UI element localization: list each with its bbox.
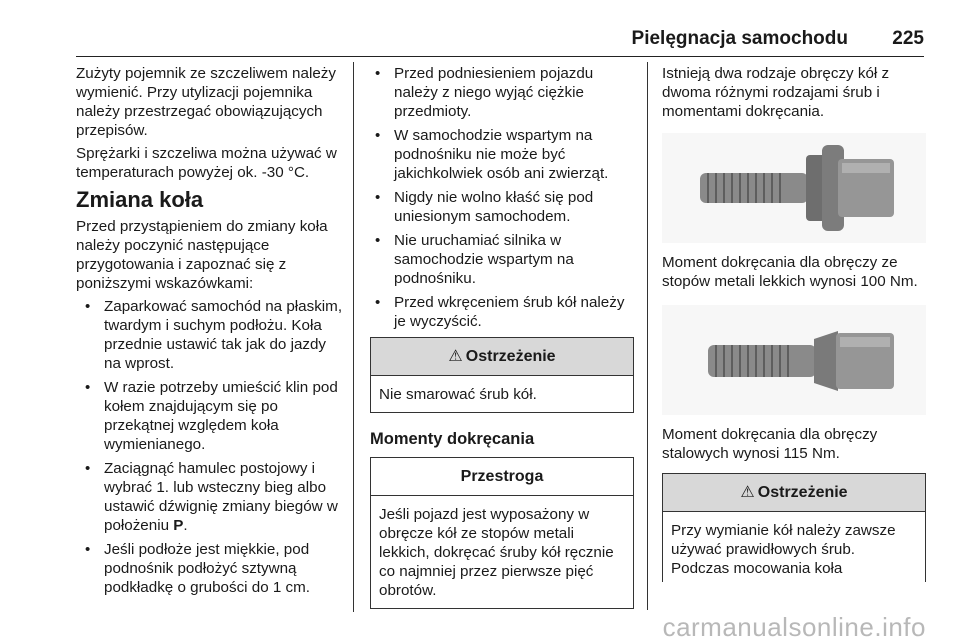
paragraph: Istnieją dwa rodzaje obręczy kół z dwoma różnymi rodzajami śrub i momentami dokręcania.: [662, 65, 890, 120]
image-caption: Moment dokręcania dla obręczy ze stopów metali lekkich wynosi 100 Nm.: [662, 254, 918, 290]
steel-wheel-bolt-image: [662, 305, 926, 415]
bullet-icon: •: [375, 232, 381, 249]
list-item: • Zaciągnąć hamulec postojowy i wybrać 1. lub wsteczny bieg albo ustawić dźwignię zmiany biegów w położeniu P.: [85, 460, 338, 534]
list-item: • W razie potrzeby umieścić klin pod kołem znajdującym się po przekątnej względem koła wymienianego.: [85, 379, 338, 453]
warning-header: ⚠ Ostrzeżenie: [663, 474, 925, 512]
list-item: • W samochodzie wspartym na podnośniku nie może być jakichkolwiek osób ani zwierząt.: [375, 127, 609, 182]
warning-text: Przy wymianie kół należy zawsze używać prawidłowych śrub. Podczas mocowania koła: [671, 522, 896, 577]
list-item: • Jeśli podłoże jest miękkie, pod podnośnik podłożyć sztywną podkładkę o grubości do 1 cm.: [85, 541, 310, 596]
bullet-icon: •: [375, 189, 381, 206]
list-item: • Zaparkować samochód na płaskim, twardym i suchym podłożu. Koła przednie ustawić tak jak do jazdy na wprost.: [85, 298, 343, 372]
bullet-icon: •: [85, 298, 91, 315]
list-item: • Nie uruchamiać silnika w samochodzie wspartym na podnośniku.: [375, 232, 574, 287]
bullet-list: [76, 297, 344, 597]
bullet-icon: •: [85, 541, 91, 558]
column-3: [662, 64, 926, 582]
bullet-icon: •: [375, 65, 381, 82]
list-item: • Nigdy nie wolno kłaść się pod uniesionym samochodem.: [375, 189, 594, 225]
page-number: 225: [892, 28, 924, 49]
warning-icon: ⚠: [448, 348, 463, 365]
warning-header: ⚠ Ostrzeżenie: [371, 338, 633, 376]
watermark: carmanualsonline.info: [662, 612, 926, 642]
column-1: [76, 64, 344, 602]
bullet-icon: •: [375, 127, 381, 144]
gear-position: P: [173, 517, 184, 534]
section-heading: Momenty dokręcania: [370, 430, 535, 448]
caution-box: [370, 457, 634, 609]
paragraph: Sprężarki i szczeliwa można używać w temperaturach powyżej ok. -30 °C.: [76, 145, 337, 181]
column-divider: [647, 62, 648, 610]
bullet-list: [370, 64, 634, 331]
section-heading: Zmiana koła: [76, 187, 204, 212]
alloy-wheel-bolt-image: [662, 133, 926, 243]
paragraph: Zużyty pojemnik ze szczeliwem należy wymienić. Przy utylizacji pojemnika należy przestrzegać obowiązujących przepisów.: [76, 65, 336, 139]
header-title: Pielęgnacja samochodu: [631, 28, 848, 49]
page-header: [0, 28, 960, 58]
warning-text: Nie smarować śrub kół.: [379, 386, 537, 403]
caution-text: Jeśli pojazd jest wyposażony w obręcze kół ze stopów metali lekkich, dokręcać śruby kół ręcznie co najmniej przez pierwsze pięć obrotów.: [379, 506, 614, 599]
list-item: • Przed podniesieniem pojazdu należy z niego wyjąć ciężkie przedmioty.: [375, 65, 594, 120]
bullet-icon: •: [85, 460, 91, 477]
warning-icon: ⚠: [740, 484, 755, 501]
warning-box: [662, 473, 926, 582]
column-2: [370, 64, 634, 609]
paragraph: Przed przystąpieniem do zmiany koła należy poczynić następujące przygotowania i zapoznać się z poniższymi wskazówkami:: [76, 218, 328, 292]
warning-box: [370, 337, 634, 413]
bullet-icon: •: [375, 294, 381, 311]
image-caption: Moment dokręcania dla obręczy stalowych wynosi 115 Nm.: [662, 426, 878, 462]
bullet-icon: •: [85, 379, 91, 396]
list-item: • Przed wkręceniem śrub kół należy je wyczyścić.: [375, 294, 625, 330]
column-divider: [353, 62, 354, 612]
header-rule: [76, 56, 924, 57]
caution-header: Przestroga: [371, 458, 633, 496]
